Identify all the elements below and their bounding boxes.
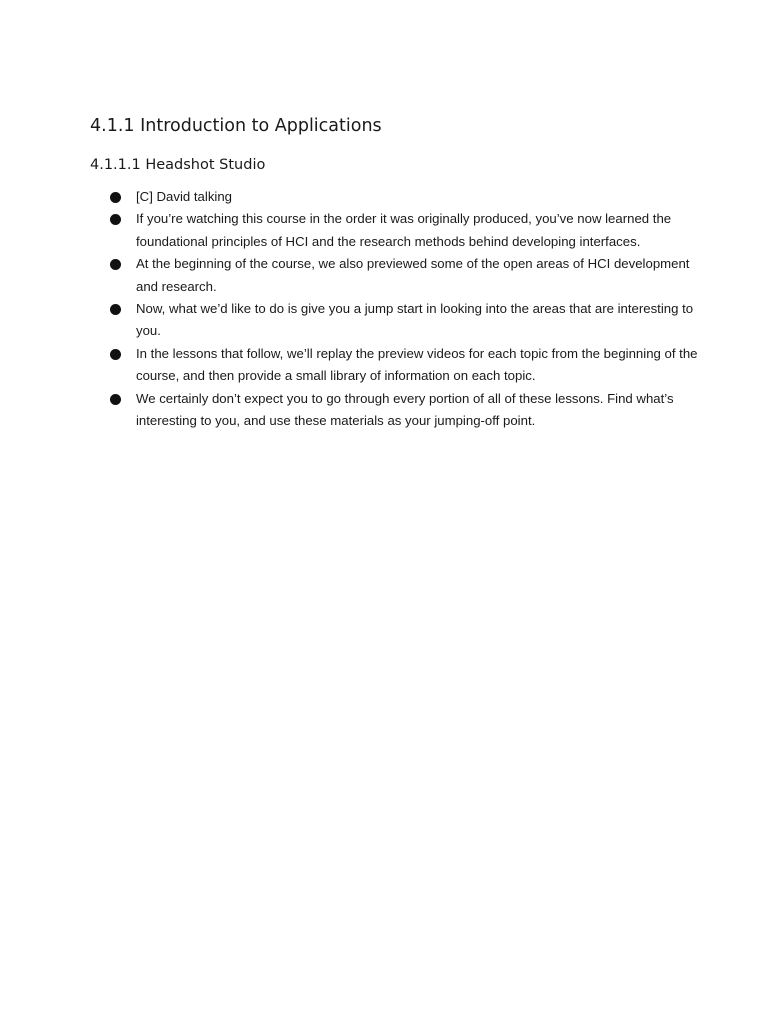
list-item: [110, 253, 710, 298]
bullet-icon: [110, 394, 121, 405]
list-item-text: If you’re watching this course in the order it was originally produced, you’ve now learned the foundational principles of HCI and the research methods behind developing interfaces.: [136, 211, 672, 249]
section-heading: 4.1.1 Introduction to Applications: [90, 116, 382, 136]
bullet-icon: [110, 304, 121, 315]
list-item: [110, 208, 710, 253]
list-item-text: We certainly don’t expect you to go through every portion of all of these lessons. Find what’s interesting to you, and use these materials as your jumping-off point.: [136, 390, 674, 429]
list-item-text: [C] David talking: [136, 189, 233, 204]
list-item: [110, 298, 710, 343]
bullet-list: [110, 186, 710, 432]
list-item-text: In the lessons that follow, we’ll replay the preview videos for each topic from the beginning of the course, and then provide a small library of information on each topic.: [136, 345, 698, 384]
list-item: [110, 388, 710, 433]
list-item: [110, 343, 710, 388]
subsection-heading: 4.1.1.1 Headshot Studio: [90, 157, 266, 173]
bullet-icon: [110, 259, 121, 270]
bullet-icon: [110, 214, 121, 225]
list-item-text: At the beginning of the course, we also previewed some of the open areas of HCI development and research.: [136, 256, 690, 294]
bullet-icon: [110, 192, 121, 203]
list-item: [110, 186, 710, 208]
bullet-icon: [110, 349, 121, 360]
list-item-text: Now, what we’d like to do is give you a jump start in looking into the areas that are interesting to you.: [136, 301, 694, 339]
